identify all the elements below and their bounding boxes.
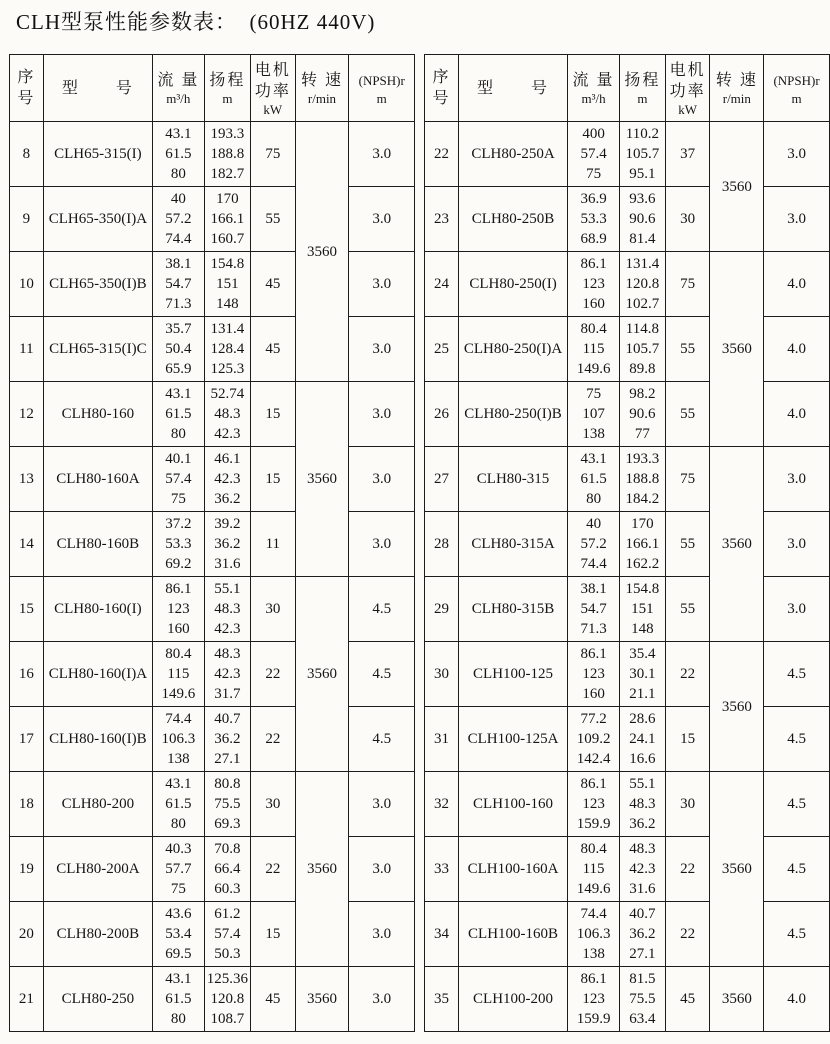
model-cell: CLH80-160 [43,382,152,447]
serial-cell: 22 [425,122,459,187]
serial-cell: 9 [10,187,44,252]
power-cell: 22 [665,902,710,967]
model-cell: CLH65-315(I)C [43,317,152,382]
header-unit: m [376,91,387,106]
header-unit: r/min [307,91,337,106]
head-cell: 114.8 105.7 89.8 [619,317,665,382]
model-cell: CLH100-125A [458,707,567,772]
power-cell: 55 [665,577,710,642]
npsh-cell: 4.5 [349,577,415,642]
flow-cell: 43.6 53.4 69.5 [152,902,204,967]
serial-cell: 12 [10,382,44,447]
power-cell: 15 [665,707,710,772]
flow-cell: 80.4 115 149.6 [152,642,204,707]
pump-table-left [9,54,415,1032]
header-label: 号 [432,90,451,107]
power-cell: 45 [251,317,296,382]
header-label: 序 [432,69,451,86]
table-row [425,447,830,512]
npsh-cell: 4.5 [764,772,830,837]
table-row [425,772,830,837]
table-row [10,707,415,772]
power-cell: 30 [251,772,296,837]
header-unit: m [222,91,233,106]
pump-table-right [424,54,830,1032]
npsh-cell: 3.0 [349,837,415,902]
head-cell: 70.8 66.4 60.3 [204,837,250,902]
header-unit: kW [678,101,698,117]
head-cell: 125.36 120.8 108.7 [204,967,250,1032]
model-cell: CLH80-315A [458,512,567,577]
header-label: 型 号 [477,79,550,97]
model-cell: CLH80-250(I) [458,252,567,317]
power-cell: 55 [251,187,296,252]
tables-container [9,54,830,1032]
npsh-cell: 3.0 [349,187,415,252]
table-row [10,902,415,967]
head-cell: 131.4 120.8 102.7 [619,252,665,317]
model-cell: CLH65-315(I) [43,122,152,187]
flow-cell: 38.1 54.7 71.3 [568,577,620,642]
column-header-head [619,55,665,122]
header-unit: m³/h [581,91,606,106]
head-cell: 40.7 36.2 27.1 [619,902,665,967]
table-row [10,772,415,837]
table-row [10,967,415,1032]
flow-cell: 43.1 61.5 80 [152,382,204,447]
power-cell: 22 [665,642,710,707]
header-label: 功率 [254,82,291,100]
header-row [10,55,415,122]
power-cell: 55 [665,317,710,382]
table-row [425,122,830,187]
model-cell: CLH80-200A [43,837,152,902]
table-row [425,252,830,317]
header-label: (NPSH)r [773,73,820,88]
model-cell: CLH80-200 [43,772,152,837]
serial-cell: 28 [425,512,459,577]
table-row [425,967,830,1032]
npsh-cell: 3.0 [764,122,830,187]
header-label: 流 量 [572,72,615,89]
column-header-no [10,55,44,122]
head-cell: 98.2 90.6 77 [619,382,665,447]
head-cell: 81.5 75.5 63.4 [619,967,665,1032]
flow-cell: 80.4 115 149.6 [568,317,620,382]
head-cell: 93.6 90.6 81.4 [619,187,665,252]
head-cell: 61.2 57.4 50.3 [204,902,250,967]
head-cell: 80.8 75.5 69.3 [204,772,250,837]
column-header-flow [152,55,204,122]
serial-cell: 34 [425,902,459,967]
model-cell: CLH80-160(I) [43,577,152,642]
npsh-cell: 4.0 [764,317,830,382]
power-cell: 22 [251,837,296,902]
model-cell: CLH80-160(I)A [43,642,152,707]
table-row [10,447,415,512]
power-cell: 15 [251,382,296,447]
table-header [10,55,415,122]
table-row [425,707,830,772]
flow-cell: 40.1 57.4 75 [152,447,204,512]
header-label: 型 号 [61,79,134,97]
serial-cell: 32 [425,772,459,837]
power-cell: 75 [665,252,710,317]
serial-cell: 20 [10,902,44,967]
npsh-cell: 3.0 [349,382,415,447]
header-label: 扬程 [209,72,246,89]
power-cell: 45 [251,252,296,317]
power-cell: 37 [665,122,710,187]
serial-cell: 14 [10,512,44,577]
header-label: 转 速 [300,72,343,89]
header-label: (NPSH)r [358,73,405,88]
column-header-model [43,55,152,122]
serial-cell: 25 [425,317,459,382]
table-row [10,512,415,577]
model-cell: CLH80-160A [43,447,152,512]
table-row [10,577,415,642]
serial-cell: 11 [10,317,44,382]
head-cell: 193.3 188.8 182.7 [204,122,250,187]
power-cell: 75 [665,447,710,512]
column-header-npsh [349,55,415,122]
header-label: 号 [17,90,36,107]
flow-cell: 35.7 50.4 65.9 [152,317,204,382]
head-cell: 131.4 128.4 125.3 [204,317,250,382]
serial-cell: 19 [10,837,44,902]
serial-cell: 31 [425,707,459,772]
npsh-cell: 3.0 [349,252,415,317]
table-body [425,122,830,1032]
model-cell: CLH80-250 [43,967,152,1032]
model-cell: CLH80-160B [43,512,152,577]
flow-cell: 400 57.4 75 [568,122,620,187]
serial-cell: 29 [425,577,459,642]
flow-cell: 77.2 109.2 142.4 [568,707,620,772]
header-label: 序 [17,69,36,86]
table-row [10,252,415,317]
model-cell: CLH80-250(I)A [458,317,567,382]
table-body [10,122,415,1032]
head-cell: 55.1 48.3 36.2 [619,772,665,837]
head-cell: 48.3 42.3 31.7 [204,642,250,707]
power-cell: 75 [251,122,296,187]
power-cell: 15 [251,447,296,512]
column-header-model [458,55,567,122]
table-row [10,642,415,707]
model-cell: CLH100-160B [458,902,567,967]
table-row [10,837,415,902]
speed-cell: 3560 [295,772,349,967]
serial-cell: 15 [10,577,44,642]
npsh-cell: 4.0 [764,382,830,447]
head-cell: 39.2 36.2 31.6 [204,512,250,577]
npsh-cell: 3.0 [349,512,415,577]
model-cell: CLH80-315 [458,447,567,512]
head-cell: 110.2 105.7 95.1 [619,122,665,187]
npsh-cell: 4.5 [764,642,830,707]
npsh-cell: 3.0 [349,772,415,837]
model-cell: CLH100-125 [458,642,567,707]
header-label: 功率 [669,82,706,100]
npsh-cell: 4.0 [764,967,830,1032]
flow-cell: 38.1 54.7 71.3 [152,252,204,317]
serial-cell: 23 [425,187,459,252]
table-header [425,55,830,122]
model-cell: CLH100-160A [458,837,567,902]
flow-cell: 86.1 123 159.9 [568,967,620,1032]
serial-cell: 16 [10,642,44,707]
power-cell: 22 [251,707,296,772]
head-cell: 48.3 42.3 31.6 [619,837,665,902]
head-cell: 52.74 48.3 42.3 [204,382,250,447]
speed-cell: 3560 [710,447,764,642]
table-row [10,317,415,382]
speed-cell: 3560 [710,967,764,1032]
column-header-npsh [764,55,830,122]
flow-cell: 86.1 123 160 [152,577,204,642]
head-cell: 35.4 30.1 21.1 [619,642,665,707]
serial-cell: 21 [10,967,44,1032]
flow-cell: 75 107 138 [568,382,620,447]
npsh-cell: 4.5 [764,837,830,902]
power-cell: 30 [251,577,296,642]
serial-cell: 13 [10,447,44,512]
column-header-no [425,55,459,122]
model-cell: CLH65-350(I)A [43,187,152,252]
table-row [425,837,830,902]
npsh-cell: 3.0 [349,122,415,187]
flow-cell: 74.4 106.3 138 [568,902,620,967]
speed-cell: 3560 [295,382,349,577]
serial-cell: 18 [10,772,44,837]
table-row [425,902,830,967]
speed-cell: 3560 [295,967,349,1032]
flow-cell: 36.9 53.3 68.9 [568,187,620,252]
power-cell: 55 [665,382,710,447]
head-cell: 40.7 36.2 27.1 [204,707,250,772]
power-cell: 22 [665,837,710,902]
npsh-cell: 3.0 [349,902,415,967]
flow-cell: 43.1 61.5 80 [152,967,204,1032]
table-row [10,382,415,447]
head-cell: 154.8 151 148 [204,252,250,317]
npsh-cell: 4.5 [764,902,830,967]
flow-cell: 86.1 123 159.9 [568,772,620,837]
page-title: CLH型泵性能参数表： (60HZ 440V) [16,10,376,34]
head-cell: 46.1 42.3 36.2 [204,447,250,512]
npsh-cell: 3.0 [349,317,415,382]
table-row [425,317,830,382]
head-cell: 154.8 151 148 [619,577,665,642]
flow-cell: 40.3 57.7 75 [152,837,204,902]
header-label: 扬程 [624,72,661,89]
flow-cell: 74.4 106.3 138 [152,707,204,772]
column-header-flow [568,55,620,122]
power-cell: 30 [665,187,710,252]
serial-cell: 30 [425,642,459,707]
npsh-cell: 4.5 [764,707,830,772]
power-cell: 45 [665,967,710,1032]
header-unit: m³/h [166,91,191,106]
header-unit: kW [263,101,283,117]
header-label: 电机 [669,61,706,79]
header-unit: m [791,91,802,106]
power-cell: 11 [251,512,296,577]
serial-cell: 26 [425,382,459,447]
serial-cell: 35 [425,967,459,1032]
column-header-power [665,55,710,122]
speed-cell: 3560 [710,122,764,252]
header-row [425,55,830,122]
model-cell: CLH65-350(I)B [43,252,152,317]
flow-cell: 43.1 61.5 80 [152,122,204,187]
power-cell: 55 [665,512,710,577]
table-row [10,122,415,187]
power-cell: 30 [665,772,710,837]
npsh-cell: 4.0 [764,252,830,317]
model-cell: CLH80-250A [458,122,567,187]
npsh-cell: 3.0 [764,512,830,577]
serial-cell: 10 [10,252,44,317]
flow-cell: 43.1 61.5 80 [568,447,620,512]
serial-cell: 8 [10,122,44,187]
serial-cell: 33 [425,837,459,902]
power-cell: 22 [251,642,296,707]
model-cell: CLH80-250(I)B [458,382,567,447]
table-row [10,187,415,252]
npsh-cell: 4.5 [349,707,415,772]
serial-cell: 17 [10,707,44,772]
head-cell: 55.1 48.3 42.3 [204,577,250,642]
npsh-cell: 3.0 [349,967,415,1032]
speed-cell: 3560 [710,772,764,967]
power-cell: 15 [251,902,296,967]
flow-cell: 43.1 61.5 80 [152,772,204,837]
flow-cell: 86.1 123 160 [568,252,620,317]
flow-cell: 86.1 123 160 [568,642,620,707]
model-cell: CLH80-200B [43,902,152,967]
speed-cell: 3560 [295,577,349,772]
head-cell: 170 166.1 160.7 [204,187,250,252]
model-cell: CLH80-160(I)B [43,707,152,772]
serial-cell: 24 [425,252,459,317]
flow-cell: 40 57.2 74.4 [568,512,620,577]
model-cell: CLH80-315B [458,577,567,642]
flow-cell: 37.2 53.3 69.2 [152,512,204,577]
serial-cell: 27 [425,447,459,512]
table-row [425,512,830,577]
column-header-head [204,55,250,122]
power-cell: 45 [251,967,296,1032]
npsh-cell: 3.0 [764,447,830,512]
head-cell: 28.6 24.1 16.6 [619,707,665,772]
column-header-speed [295,55,349,122]
table-row [425,187,830,252]
npsh-cell: 3.0 [764,577,830,642]
table-row [425,382,830,447]
head-cell: 193.3 188.8 184.2 [619,447,665,512]
npsh-cell: 3.0 [764,187,830,252]
model-cell: CLH100-160 [458,772,567,837]
table-row [425,642,830,707]
flow-cell: 40 57.2 74.4 [152,187,204,252]
model-cell: CLH80-250B [458,187,567,252]
speed-cell: 3560 [295,122,349,382]
header-unit: m [637,91,648,106]
speed-cell: 3560 [710,642,764,772]
flow-cell: 80.4 115 149.6 [568,837,620,902]
header-label: 电机 [254,61,291,79]
speed-cell: 3560 [710,252,764,447]
npsh-cell: 3.0 [349,447,415,512]
table-row [425,577,830,642]
npsh-cell: 4.5 [349,642,415,707]
column-header-speed [710,55,764,122]
column-header-power [251,55,296,122]
header-label: 流 量 [157,72,200,89]
header-unit: r/min [722,91,751,106]
head-cell: 170 166.1 162.2 [619,512,665,577]
header-label: 转 速 [715,72,758,89]
model-cell: CLH100-200 [458,967,567,1032]
